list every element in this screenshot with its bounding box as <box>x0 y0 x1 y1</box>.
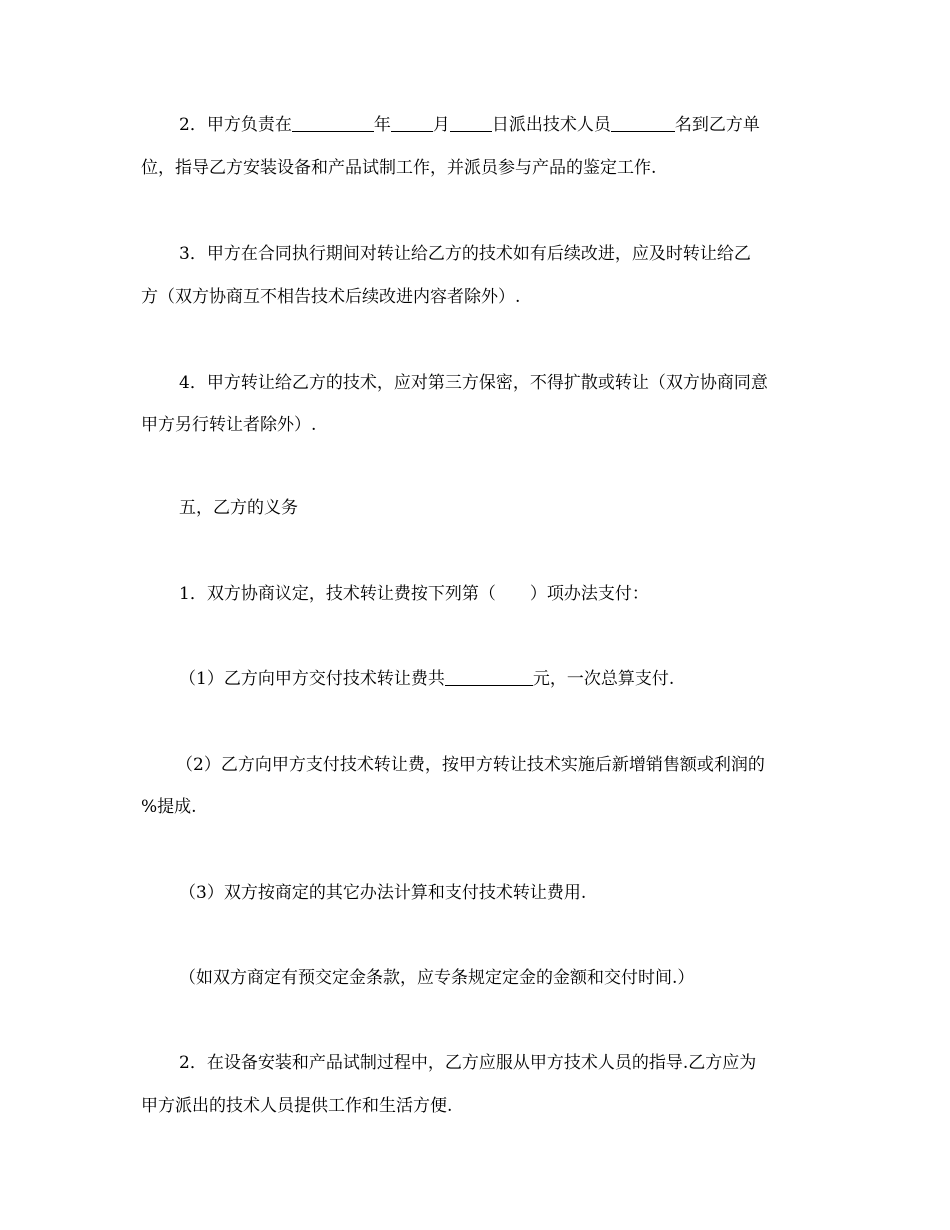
clause-4-line-1: 4．甲方转让给乙方的技术，应对第三方保密，不得扩散或转让（双方协商同意 <box>179 373 768 393</box>
clause-2-text-e: 名到乙方单 <box>674 115 760 135</box>
clause-2-text-a: 2．甲方负责在 <box>179 115 292 135</box>
option-1-text-b: 元，一次总算支付. <box>532 669 675 689</box>
payment-option-2-line-2: %提成. <box>141 797 197 817</box>
clause-2-text-d: 日派出技术人员 <box>491 115 611 135</box>
clause-b2-line-1: 2．在设备安装和产品试制过程中，乙方应服从甲方技术人员的指导.乙方应为 <box>179 1053 757 1073</box>
payment-clause-1: 1．双方协商议定，技术转让费按下列第（ ）项办法支付： <box>179 584 649 604</box>
section-5-heading: 五，乙方的义务 <box>179 498 298 518</box>
clause-2-text-c: 月 <box>432 115 450 135</box>
blank-personnel-count <box>611 115 675 132</box>
payment-option-2-line-1: （2）乙方向甲方支付技术转让费，按甲方转让技术实施后新增销售额或利润的 <box>176 755 765 775</box>
clause-2-text-b: 年 <box>373 115 391 135</box>
clause-2-line-2: 位，指导乙方安装设备和产品试制工作，并派员参与产品的鉴定工作. <box>141 158 657 178</box>
clause-2-line-1 <box>141 115 859 135</box>
deposit-note: （如双方商定有预交定金条款，应专条规定定金的金额和交付时间.） <box>179 968 695 988</box>
clause-4-line-2: 甲方另行转让者除外）. <box>141 415 317 435</box>
blank-month <box>391 115 433 132</box>
clause-3-line-1: 3．甲方在合同执行期间对转让给乙方的技术如有后续改进，应及时转让给乙 <box>179 244 751 264</box>
payment-option-1 <box>141 669 859 689</box>
option-1-text-a: （1）乙方向甲方交付技术转让费共 <box>179 669 445 689</box>
clause-b2-line-2: 甲方派出的技术人员提供工作和生活方便. <box>141 1096 453 1116</box>
blank-amount <box>445 669 533 686</box>
clause-3-line-2: 方（双方协商互不相告技术后续改进内容者除外）. <box>141 287 521 307</box>
blank-day <box>450 115 492 132</box>
payment-option-3: （3）双方按商定的其它办法计算和支付技术转让费用. <box>179 883 587 903</box>
blank-year <box>292 115 374 132</box>
